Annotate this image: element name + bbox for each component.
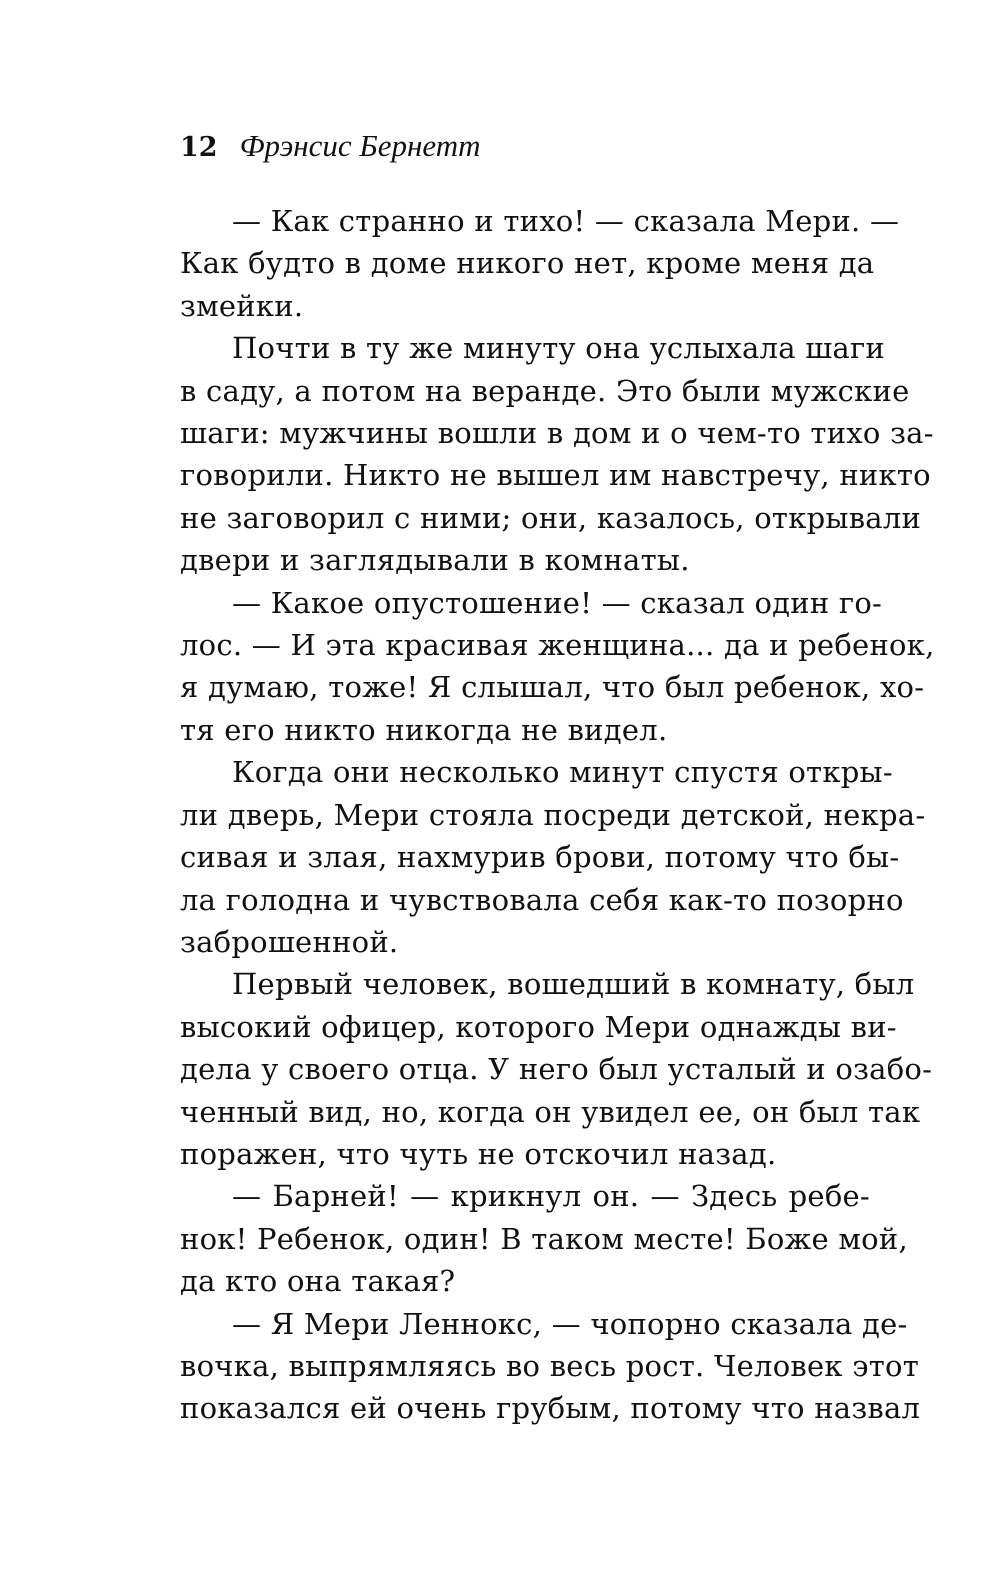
text-line: я думаю, тоже! Я слышал, что был ребенок, хо- (180, 670, 925, 705)
text-line: — Барней! — крикнул он. — Здесь ребе- (232, 1179, 870, 1214)
text-line: говорили. Никто не вышел им навстречу, никто (180, 458, 931, 493)
text-line: нок! Ребенок, один! В таком месте! Боже мой, (180, 1221, 908, 1256)
paragraph-7 (180, 1303, 921, 1430)
text-line: вочка, выпрямляясь во весь рост. Человек этот (180, 1348, 920, 1383)
body-text (180, 200, 935, 1430)
text-line: змейки. (180, 288, 304, 323)
text-line: заброшенной. (180, 924, 399, 959)
paragraph-6 (180, 1175, 908, 1302)
text-line: показался ей очень грубым, потому что назвал (180, 1391, 921, 1426)
book-page (180, 128, 935, 1430)
text-line: поражен, что чуть не отскочил назад. (180, 1136, 777, 1171)
page-number: 12 (180, 132, 218, 163)
text-line: сивая и злая, нахмурив брови, потому что бы- (180, 840, 900, 875)
paragraph-4 (180, 751, 926, 963)
text-line: — Я Мери Леннокс, — чопорно сказала де- (232, 1306, 908, 1341)
text-line: да кто она такая? (180, 1264, 456, 1299)
running-head-author: Фрэнсис Бернетт (239, 128, 481, 163)
text-line: — Как странно и тихо! — сказала Мери. — (232, 204, 900, 238)
text-line: ченный вид, но, когда он увидел ее, он был так (180, 1094, 921, 1129)
text-line: Первый человек, вошедший в комнату, был (232, 967, 915, 1002)
text-line: — Какое опустошение! — сказал один го- (232, 585, 883, 620)
text-line: ли дверь, Мери стояла посреди детской, некра- (180, 797, 926, 832)
running-head (180, 128, 870, 180)
paragraph-5 (180, 963, 933, 1175)
text-line: двери и заглядывали в комнаты. (180, 543, 690, 578)
text-line: шаги: мужчины вошли в дом и о чем-то тихо за- (180, 416, 934, 451)
text-line: высокий офицер, которого Мери однажды ви- (180, 1009, 897, 1044)
paragraph-2 (180, 327, 934, 581)
text-line: Когда они несколько минут спустя откры- (232, 755, 893, 790)
text-line: лос. — И эта красивая женщина... да и ребенок, (180, 628, 935, 663)
text-line: Как будто в доме никого нет, кроме меня да (180, 246, 875, 281)
text-line: ла голодна и чувствовала себя как-то позорно (180, 882, 904, 917)
text-line: Почти в ту же минуту она услыхала шаги (232, 331, 885, 366)
text-line: в саду, а потом на веранде. Это были мужские (180, 373, 910, 408)
paragraph-1 (180, 200, 900, 327)
paragraph-3 (180, 582, 935, 752)
text-line: не заговорил с ними; они, казалось, открывали (180, 500, 922, 535)
text-line: тя его никто никогда не видел. (180, 712, 668, 747)
text-line: дела у своего отца. У него был усталый и озабо- (180, 1052, 933, 1087)
